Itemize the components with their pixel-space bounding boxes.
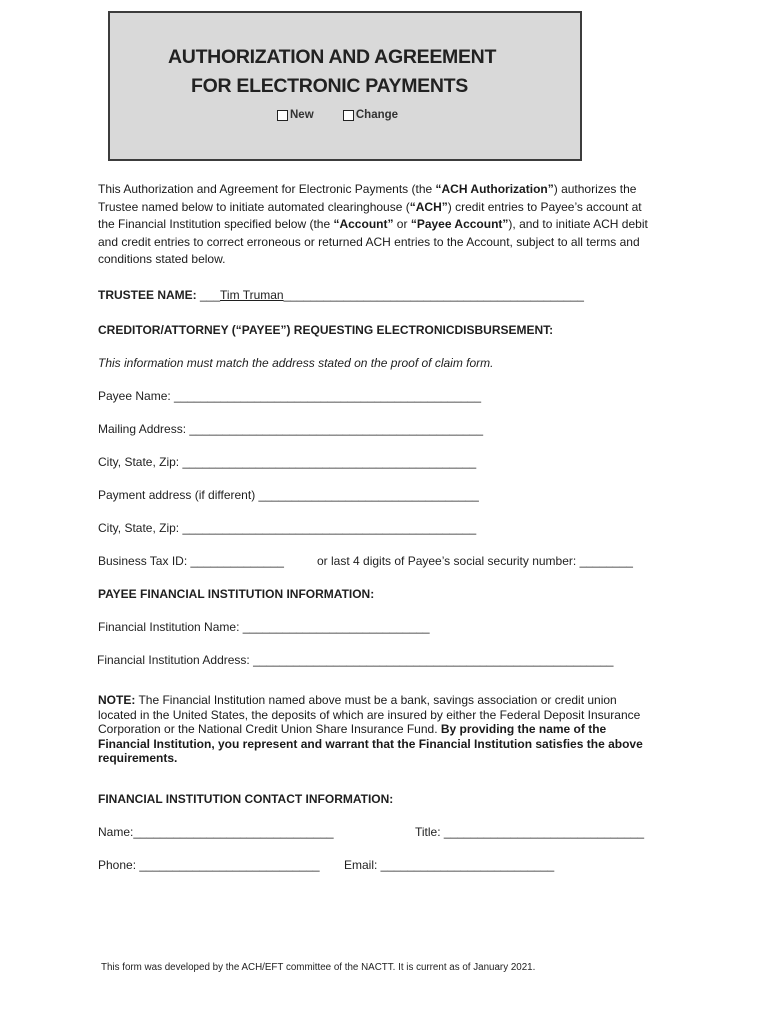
payment-address-field[interactable]: Payment address (if different) _________________________________	[98, 488, 479, 502]
new-option-label: New	[290, 109, 314, 121]
contact-title-field[interactable]: Title: ______________________________	[415, 825, 645, 839]
contact-heading: FINANCIAL INSTITUTION CONTACT INFORMATION:	[98, 792, 394, 806]
note-label: NOTE:	[98, 693, 136, 707]
intro-term-payee-account: “Payee Account”	[410, 217, 509, 232]
institution-address-field[interactable]: Financial Institution Address: ______________________________________________________	[97, 653, 614, 667]
intro-paragraph	[98, 181, 698, 269]
checkbox-change-icon[interactable]	[343, 110, 354, 121]
payee-name-field[interactable]: Payee Name: ______________________________________________	[98, 389, 482, 403]
intro-term-account: “Account”	[333, 217, 394, 232]
note-paragraph	[98, 693, 698, 766]
contact-email-field[interactable]: Email: __________________________	[344, 858, 555, 872]
note-line-3	[98, 722, 698, 737]
note-warranty-text: By providing the name of the	[440, 722, 607, 737]
intro-text: ), and to initiate ACH debit	[508, 217, 648, 232]
creditor-heading: CREDITOR/ATTORNEY (“PAYEE”) REQUESTING ELECTRONICDISBURSEMENT:	[98, 323, 554, 337]
contact-name-field[interactable]: Name:______________________________	[98, 825, 334, 839]
intro-text: ) authorizes the	[553, 182, 637, 196]
business-tax-id-field[interactable]: Business Tax ID: ______________	[98, 554, 284, 568]
note-line-1	[98, 693, 698, 708]
form-type-options	[277, 109, 424, 124]
change-option-label: Change	[355, 109, 399, 121]
intro-line-4: and credit entries to correct erroneous or returned ACH entries to the Account, subject to all terms and	[98, 234, 640, 249]
trustee-lead-line: ___	[196, 288, 221, 302]
trustee-trail-line: _____________________________________________	[283, 288, 584, 302]
intro-text: Trustee named below to initiate automated clearinghouse (	[98, 199, 410, 214]
intro-term-ach-authorization: “ACH Authorization”	[435, 182, 554, 196]
intro-text: This Authorization and Agreement for Electronic Payments (the	[98, 182, 436, 196]
contact-phone-field[interactable]: Phone: ___________________________	[98, 858, 320, 872]
intro-line-3	[98, 216, 698, 234]
header-box	[108, 11, 582, 161]
note-line-5: requirements.	[98, 751, 178, 766]
checkbox-new-icon[interactable]	[277, 110, 288, 121]
form-title-line-1: AUTHORIZATION AND AGREEMENT	[168, 46, 497, 68]
form-title-line-2: FOR ELECTRONIC PAYMENTS	[191, 75, 468, 97]
change-option[interactable]	[343, 109, 398, 121]
intro-text: or	[393, 217, 411, 232]
city-state-zip-field-2[interactable]: City, State, Zip: ____________________________________________	[98, 521, 477, 535]
trustee-name-field[interactable]	[98, 288, 584, 302]
creditor-instruction: This information must match the address stated on the proof of claim form.	[98, 356, 494, 370]
institution-name-field[interactable]: Financial Institution Name: ____________________________	[98, 620, 430, 634]
ssn-last4-field[interactable]: or last 4 digits of Payee’s social security number: ________	[317, 554, 633, 568]
city-state-zip-field-1[interactable]: City, State, Zip: ____________________________________________	[98, 455, 477, 469]
note-line-4: Financial Institution, you represent and warrant that the Financial Institution satisfies the above	[98, 736, 643, 751]
intro-line-1	[98, 181, 698, 199]
new-option[interactable]	[277, 109, 314, 121]
intro-text: the Financial Institution specified below (the	[98, 217, 334, 232]
trustee-name-label: TRUSTEE NAME:	[98, 288, 197, 302]
mailing-address-field[interactable]: Mailing Address: ____________________________________________	[98, 422, 484, 436]
intro-line-2	[98, 199, 698, 217]
note-text: Corporation or the National Credit Union Share Insurance Fund.	[98, 722, 441, 737]
intro-text: ) credit entries to Payee’s account at	[447, 199, 642, 214]
intro-line-5: conditions stated below.	[98, 252, 226, 267]
note-line-2: located in the United States, the deposits of which are insured by either the Federal Deposit Insurance	[98, 707, 641, 722]
institution-heading: PAYEE FINANCIAL INSTITUTION INFORMATION:	[98, 587, 375, 601]
intro-term-ach: “ACH”	[409, 199, 448, 214]
trustee-name-value[interactable]: Tim Truman	[220, 288, 284, 302]
note-text: The Financial Institution named above must be a bank, savings association or credit union	[135, 693, 617, 707]
footer-note: This form was developed by the ACH/EFT committee of the NACTT. It is current as of January 2021.	[101, 962, 536, 973]
